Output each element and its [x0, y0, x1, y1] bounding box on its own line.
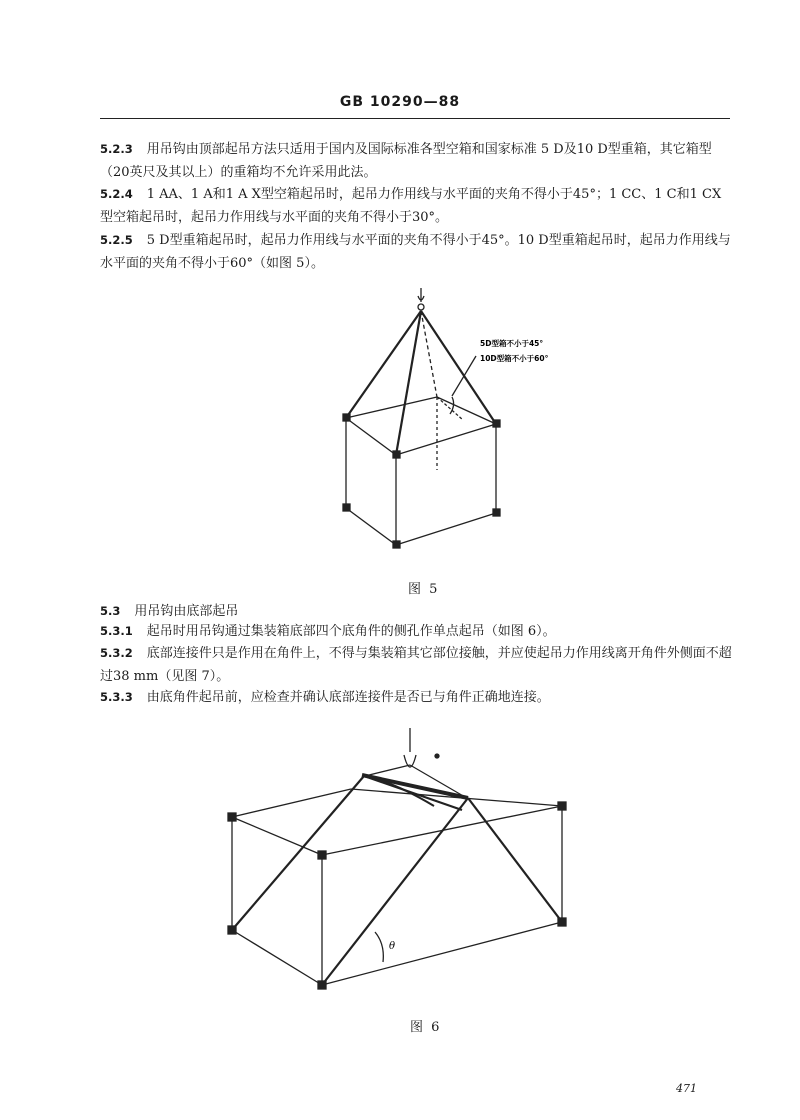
section-text: 1 AA、1 A和1 A X型空箱起吊时，起吊力作用线与水平面的夹角不得小于45°；1 CC、1 C和1 CX型空箱起吊时，起吊力作用线与水平面的夹角不得小于30°。	[100, 187, 722, 225]
section-text: 起吊时用吊钩通过集装箱底部四个底角件的侧孔作单点起吊（如图 6）。	[146, 624, 556, 639]
section-number: 5.2.3	[100, 142, 133, 156]
hook-icon	[418, 288, 424, 302]
section-text: 用吊钩由顶部起吊方法只适用于国内及国际标准各型空箱和国家标准 5 D及10 D型重箱，其它箱型（20英尺及其以上）的重箱均不允许采用此法。	[100, 142, 712, 180]
section-5-3-1	[100, 620, 732, 643]
annotation-10d: 10D型箱不小于60°	[480, 354, 549, 363]
section-5-3-3	[100, 686, 732, 709]
section-number: 5.2.5	[100, 233, 133, 247]
section-text: 底部连接件只是作用在角件上，不得与集装箱其它部位接触，并应使起吊力作用线离开角件外侧面不超过38 mm（见图 7）。	[100, 646, 732, 684]
header-rule	[100, 118, 730, 119]
section-5-2-3	[100, 138, 732, 184]
section-number: 5.3.3	[100, 690, 133, 704]
section-5-2-5	[100, 229, 732, 275]
section-number: 5.3	[100, 604, 121, 618]
section-text: 用吊钩由底部起吊	[134, 604, 239, 619]
annotation-5d: 5D型箱不小于45°	[480, 339, 544, 348]
section-5-3-2	[100, 642, 732, 688]
figure-5-drawing	[300, 280, 600, 570]
page-header: GB 10290—88	[339, 94, 461, 110]
section-number: 5.3.2	[100, 646, 133, 660]
section-text: 5 D型重箱起吊时，起吊力作用线与水平面的夹角不得小于45°。10 D型重箱起吊时，起吊力作用线与水平面的夹角不得小于60°（如图 5）。	[100, 233, 731, 271]
section-number: 5.2.4	[100, 187, 133, 201]
figure-6-caption: 图 6	[410, 1020, 442, 1035]
figure-5-caption: 图 5	[408, 582, 440, 597]
page-number: 471	[676, 1082, 697, 1095]
figure-6-drawing	[210, 720, 590, 1000]
section-number: 5.3.1	[100, 624, 133, 638]
section-text: 由底角件起吊前，应检查并确认底部连接件是否已与角件正确地连接。	[146, 690, 550, 705]
angle-theta-label: θ	[389, 941, 396, 952]
section-5-2-4	[100, 183, 732, 229]
